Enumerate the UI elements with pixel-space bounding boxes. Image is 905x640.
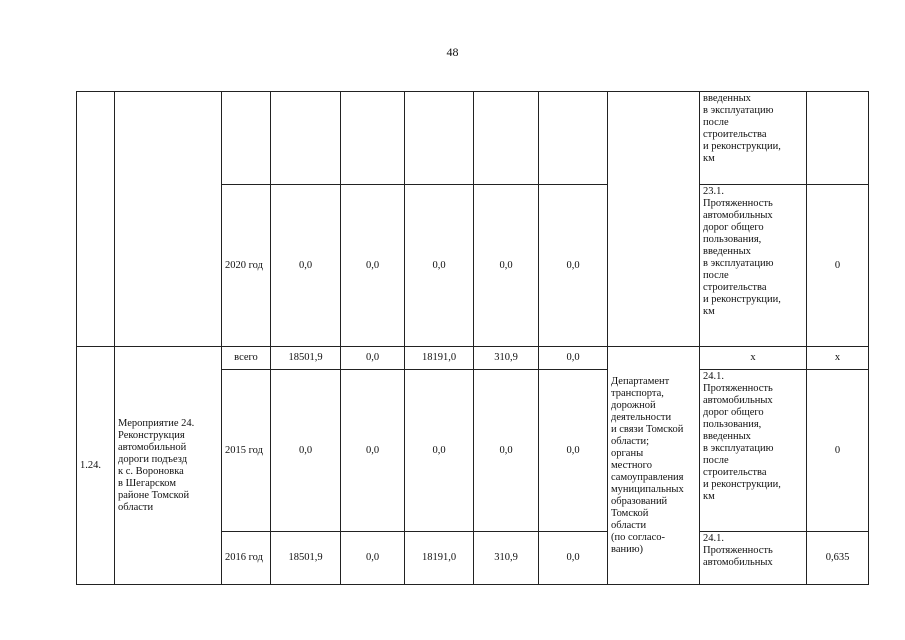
program-table [76,91,869,585]
target-cell: 0 [807,185,869,347]
value-cell: 0,0 [271,370,341,532]
indicator-cell: х [700,347,807,370]
value-cell: 0,0 [405,185,474,347]
measure-cell [115,92,222,347]
index-cell: 1.24. [77,347,115,585]
target-cell: 0 [807,370,869,532]
table-row [77,92,869,185]
value-cell: 0,0 [474,185,539,347]
value-cell: 18501,9 [271,347,341,370]
value-cell: 0,0 [474,370,539,532]
value-cell [271,92,341,185]
value-cell: 0,0 [539,185,608,347]
measure-cell: Мероприятие 24. Реконструкция автомобильной дороги подъезд к с. Вороновка в Шегарском районе Томской области [115,347,222,585]
value-cell [474,92,539,185]
indicator-cell: 24.1. Протяженность автомобильных [700,532,807,585]
value-cell [405,92,474,185]
executor-cell: Департамент транспорта, дорожной деятельности и связи Томской области; органы местного самоуправления муниципальных образований Томской области (по согласо- ванию) [608,347,700,585]
page-number: 48 [446,45,459,59]
table-row [77,347,869,370]
value-cell: 18501,9 [271,532,341,585]
value-cell: 0,0 [405,370,474,532]
year-cell [222,92,271,185]
value-cell: 0,0 [341,185,405,347]
value-cell [341,92,405,185]
executor-cell [608,92,700,347]
value-cell: 0,0 [539,370,608,532]
value-cell: 0,0 [341,532,405,585]
indicator-cell: 24.1. Протяженность автомобильных дорог общего пользования, введенных в эксплуатацию после строительства и реконструкции, км [700,370,807,532]
indicator-cell: введенных в эксплуатацию после строительства и реконструкции, км [700,92,807,185]
target-cell: 0,635 [807,532,869,585]
indicator-cell: 23.1. Протяженность автомобильных дорог общего пользования, введенных в эксплуатацию после строительства и реконструкции, км [700,185,807,347]
value-cell: 310,9 [474,347,539,370]
value-cell: 18191,0 [405,347,474,370]
year-cell: всего [222,347,271,370]
year-cell: 2016 год [222,532,271,585]
target-cell [807,92,869,185]
year-cell: 2020 год [222,185,271,347]
target-cell: х [807,347,869,370]
value-cell: 18191,0 [405,532,474,585]
value-cell: 0,0 [539,347,608,370]
value-cell: 0,0 [271,185,341,347]
value-cell: 0,0 [341,347,405,370]
year-cell: 2015 год [222,370,271,532]
index-cell [77,92,115,347]
value-cell: 0,0 [341,370,405,532]
value-cell [539,92,608,185]
value-cell: 310,9 [474,532,539,585]
value-cell: 0,0 [539,532,608,585]
